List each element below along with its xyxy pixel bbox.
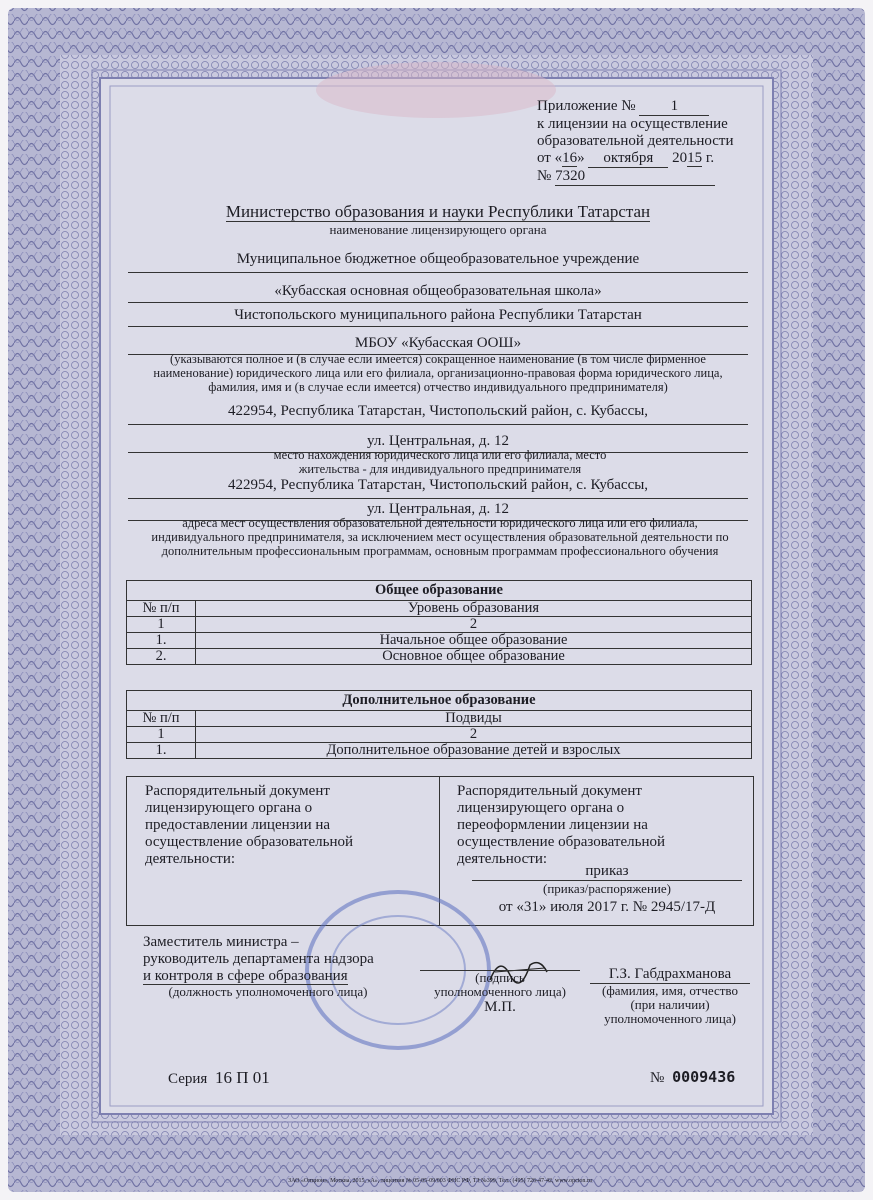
date-year-pre: 20 bbox=[672, 150, 688, 166]
official-name-block bbox=[590, 966, 750, 1026]
date-mid: » bbox=[577, 150, 585, 166]
order-original-text: Распорядительный документ лицензирующего органа о предоставлении лицензии на осуществление образовательной деятельности: bbox=[145, 783, 353, 867]
order-doc-type: приказ bbox=[472, 863, 742, 881]
location-block bbox=[128, 403, 748, 453]
row-subtype: Дополнительное образование детей и взрослых bbox=[196, 743, 752, 759]
official-name: Г.З. Габдрахманова bbox=[590, 966, 750, 984]
form-number-value: 0009436 bbox=[672, 1068, 736, 1086]
org-line2: «Кубасская основная общеобразовательная школа» bbox=[128, 273, 748, 303]
series-value: 16 П 01 bbox=[215, 1068, 270, 1087]
signature-caption-line1: (подпись bbox=[475, 970, 525, 985]
appendix-number: 1 bbox=[639, 98, 709, 116]
authority-block bbox=[128, 202, 748, 237]
order-reissue-text: Распорядительный документ лицензирующего органа о переоформлении лицензии на осуществление образовательной деятельности: bbox=[457, 783, 665, 867]
general-education-title: Общее образование bbox=[127, 581, 752, 601]
date-suffix: г. bbox=[705, 150, 715, 166]
number-label: № bbox=[537, 168, 552, 184]
position-block bbox=[143, 934, 413, 999]
authority-name: Министерство образования и науки Республики Татарстан bbox=[225, 202, 651, 221]
additional-education-title: Дополнительное образование bbox=[127, 691, 752, 711]
appendix-block bbox=[537, 98, 752, 186]
location-caption: место нахождения юридического лица или его филиала, место жительства - для индивидуального предпринимателя bbox=[273, 448, 607, 476]
col-index-2: 2 bbox=[196, 727, 752, 743]
col-index-1: 1 bbox=[127, 727, 196, 743]
org-line3: Чистопольского муниципального района Республики Татарстан bbox=[128, 303, 748, 327]
license-number: 7320 bbox=[555, 168, 715, 186]
order-doc-date: от «31» июля 2017 г. № 2945/17-Д bbox=[498, 899, 716, 915]
date-month: октября bbox=[588, 150, 668, 168]
additional-education-table bbox=[126, 690, 752, 759]
name-caption-line1: (фамилия, имя, отчество bbox=[602, 983, 738, 998]
activity-address-block bbox=[128, 477, 748, 521]
org-caption: (указываются полное и (в случае если имеется) сокращенное наименование (в том числе фирменное наименование) юридического лица или его филиала, организационно-правовая форма юридического лица, фамилия, имя и (в случае если имеется) отчество индивидуального предпринимателя) bbox=[153, 352, 723, 394]
order-doc-caption: (приказ/распоряжение) bbox=[543, 881, 671, 896]
row-level: Начальное общее образование bbox=[196, 633, 752, 649]
col-index-2: 2 bbox=[196, 617, 752, 633]
appendix-line2: к лицензии на осуществление bbox=[537, 116, 728, 132]
general-education-table bbox=[126, 580, 752, 665]
form-number-block bbox=[650, 1068, 735, 1087]
table-row bbox=[127, 649, 752, 665]
row-level: Основное общее образование bbox=[196, 649, 752, 665]
position-line1: Заместитель министра – bbox=[143, 934, 299, 950]
signature-caption-line2: уполномоченного лица) bbox=[434, 984, 566, 999]
col-level-header: Уровень образования bbox=[196, 601, 752, 617]
series-block bbox=[168, 1068, 270, 1088]
location-line1: 422954, Республика Татарстан, Чистопольский район, с. Кубассы, bbox=[128, 403, 748, 425]
printer-line: ЗАО «Опцион», Москва, 2015, «А», лицензия № 05-05-09/003 ФНС РФ, ТЗ №399, Тел.: (495) 726-47-42, www.opcion.ru bbox=[288, 1178, 592, 1184]
position-caption: (должность уполномоченного лица) bbox=[168, 984, 368, 999]
row-number: 1. bbox=[127, 633, 196, 649]
activity-address-line2: ул. Центральная, д. 12 bbox=[128, 499, 748, 521]
series-label: Серия bbox=[168, 1071, 208, 1087]
activity-address-line1: 422954, Республика Татарстан, Чистопольский район, с. Кубассы, bbox=[128, 477, 748, 499]
signature-caption-block bbox=[420, 970, 580, 1016]
form-number-label: № bbox=[650, 1070, 665, 1086]
appendix-line3: образовательной деятельности bbox=[537, 133, 734, 149]
name-caption-line2: (при наличии) bbox=[630, 997, 710, 1012]
col-index-1: 1 bbox=[127, 617, 196, 633]
position-line2: руководитель департамента надзора bbox=[143, 951, 374, 967]
date-day: 16 bbox=[562, 150, 578, 166]
row-number: 1. bbox=[127, 743, 196, 759]
position-line3: и контроля в сфере образования bbox=[143, 968, 348, 984]
col-subtype-header: Подвиды bbox=[196, 711, 752, 727]
table-row bbox=[127, 743, 752, 759]
activity-address-caption: адреса мест осуществления образовательной деятельности юридического лица или его филиала, индивидуального предпринимателя, за исключением мест осуществления образовательной деятельности по дополнительным профессиональным программам, основным программам профессионального обучения bbox=[151, 516, 729, 558]
col-number-header: № п/п bbox=[127, 601, 196, 617]
location-line2: ул. Центральная, д. 12 bbox=[128, 425, 748, 453]
table-row bbox=[127, 633, 752, 649]
col-number-header: № п/п bbox=[127, 711, 196, 727]
org-line1: Муниципальное бюджетное общеобразовательное учреждение bbox=[128, 250, 748, 273]
name-caption-line3: уполномоченного лица) bbox=[604, 1011, 736, 1026]
stamp-place-label: М.П. bbox=[484, 999, 516, 1015]
date-year-suf: 15 bbox=[687, 150, 703, 166]
organization-block bbox=[128, 250, 748, 355]
date-prefix: от « bbox=[537, 150, 563, 166]
row-number: 2. bbox=[127, 649, 196, 665]
appendix-label: Приложение № bbox=[537, 98, 636, 114]
authority-caption: наименование лицензирующего органа bbox=[329, 222, 547, 237]
org-short-name: МБОУ «Кубасская ООШ» bbox=[128, 327, 748, 355]
